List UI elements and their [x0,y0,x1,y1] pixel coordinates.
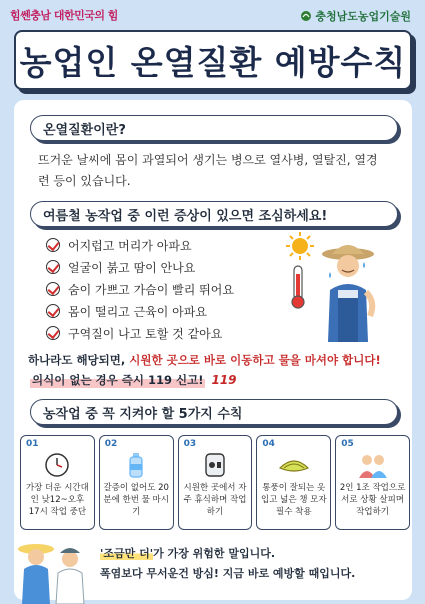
footer-highlight: '조금만 더' [100,547,154,560]
watermark: korea media news [285,543,413,558]
list-item [46,234,286,256]
sweating-farmer-illustration [286,232,386,342]
rule-text: 통풍이 잘되는 옷 입고 넓은 챙 모자 필수 착용 [260,483,327,517]
rule-card [178,435,253,530]
rule-card [256,435,331,530]
org-label: 충청남도농업기술원 [315,10,411,23]
section-heading-rules: 농작업 중 꼭 지켜야 할 5가지 수칙 [30,399,398,425]
top-bar [0,0,425,30]
check-icon [46,282,60,296]
list-item [46,300,286,322]
rule-text: 가장 더운 시간대인 낮12~오후 17시 작업 중단 [25,483,89,517]
rule-card [20,435,95,530]
org-logo-icon [300,10,312,22]
title-box [14,30,412,90]
warning-text [28,352,408,368]
rule-number: 05 [341,439,354,449]
rule-number: 04 [262,439,275,449]
footer-line-1-rest: 가 가장 위험한 말입니다. [153,547,276,560]
check-icon [46,260,60,274]
warning-prefix: 하나라도 해당되면, [28,353,130,367]
list-item [46,256,286,278]
ambulance-119-icon: 119 [211,373,237,387]
section-heading-definition: 온열질환이란? [30,115,398,141]
symptom-text: 얼굴이 붉고 땀이 안나요 [68,260,196,275]
list-item [46,322,286,344]
check-icon [46,326,60,340]
rule-number: 01 [26,439,39,449]
rule-number: 03 [183,439,197,449]
footer-line-2: 폭염보다 무서운건 방심! 지금 바로 예방할 때입니다. [100,567,356,580]
two-people-icon [355,452,391,478]
farmers-illustration [8,535,98,604]
clock-icon [39,452,75,478]
emergency-text: 의식이 없는 경우 즉시 119 신고! [32,373,204,387]
symptom-list [46,234,286,344]
rest-shade-icon [197,452,233,478]
rule-text: 시원한 곳에서 자주 휴식하며 작업하기 [183,483,247,517]
rule-card [335,435,410,530]
rule-text: 갈증이 없어도 20분에 한번 물 마시기 [103,483,169,517]
check-icon [46,238,60,252]
water-bottle-icon [118,452,154,478]
warning-highlight: 시원한 곳으로 바로 이동하고 물을 마셔야 합니다! [129,353,381,367]
rules-row [20,435,410,530]
rule-number: 02 [104,439,118,449]
symptom-text: 몸이 떨리고 근육이 아파요 [68,304,207,319]
sun-visor-hat-icon [276,452,312,478]
check-icon [46,304,60,318]
symptom-text: 구역질이 나고 토할 것 같아요 [68,326,223,341]
definition-text: 뜨거운 날씨에 몸이 과열되어 생기는 병으로 열사병, 열탈진, 열경련 등이 있습니다. [38,153,378,188]
section-heading-symptoms: 여름철 농작업 중 이런 증상이 있으면 조심하세요! [30,201,398,227]
slogan: 힘쎈충남 대한민국의 힘 [10,9,118,22]
page-title: 농업인 온열질환 예방수칙 [19,42,407,82]
rule-card [99,435,174,530]
footer-line-1 [100,545,275,561]
symptom-text: 어지럽고 머리가 아파요 [68,238,192,253]
footer [0,535,425,604]
emergency-notice [30,372,237,388]
org-name [300,8,411,24]
symptom-text: 숨이 가쁘고 가슴이 빨리 뛰어요 [68,282,234,297]
list-item [46,278,286,300]
rule-text: 2인 1조 작업으로 서로 상황 살피며 작업하기 [339,483,406,517]
